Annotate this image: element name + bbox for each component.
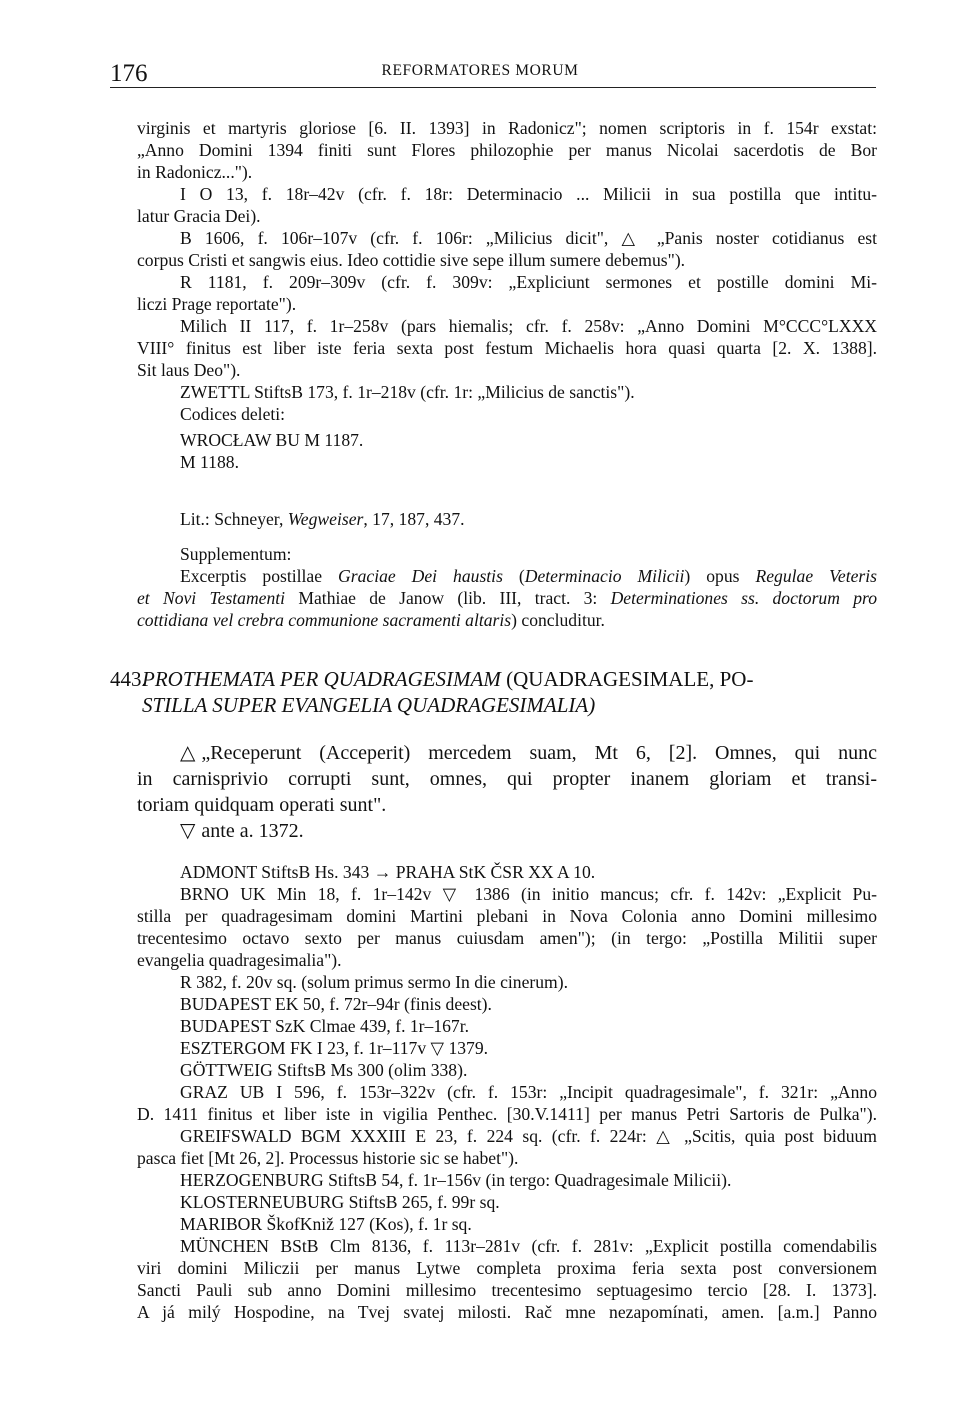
ms-line: viri domini Miliczii per manus Lytwe completa proxima feria sexta post conversionem xyxy=(137,1258,877,1278)
entry-title-alt: (QUADRAGESIMALE, PO- xyxy=(500,667,754,691)
ms-line: evangelia quadragesimalia"). xyxy=(137,950,342,970)
continuation-block xyxy=(137,117,877,381)
page-number: 176 xyxy=(110,60,148,87)
text-line: liczi Prage reportate"). xyxy=(137,294,297,314)
ms-line: A já milý Hospodine, na Tvej svatej milosti. Rač mne nezapomínati, amen. [a.m.] Panno xyxy=(137,1302,877,1322)
text-line: B 1606, f. 106r–107v (cfr. f. 106r: „Milicius dicit", △ „Panis noster cotidianus est xyxy=(180,228,877,248)
lit-rest: , 17, 187, 437. xyxy=(363,509,465,529)
text-line: et Novi Testamenti Mathiae de Janow (lib. III, tract. 3: Determinationes ss. doctorum pro xyxy=(137,588,877,608)
incipit-triangle-icon: △ xyxy=(180,742,196,764)
text-line: I O 13, f. 18r–42v (cfr. f. 18r: Determinacio ... Milicii in sua postilla que intitu- xyxy=(180,184,877,204)
text-line: „Anno Domini 1394 finiti sunt Flores philozophie per manus Nicolai sacerdotis de Bor xyxy=(137,140,877,160)
codex-m1188: M 1188. xyxy=(180,452,239,472)
text-line: Milich II 117, f. 1r–258v (pars hiemalis; cfr. f. 258v: „Anno Domini M°CCC°LXXX xyxy=(180,316,877,336)
entry-title-alt-2: STILLA SUPER EVANGELIA QUADRAGESIMALIA) xyxy=(142,693,596,717)
lit-prefix: Lit.: Schneyer, xyxy=(180,509,288,529)
text-line: latur Gracia Dei). xyxy=(137,206,261,226)
text-line: cottidiana vel crebra communione sacramenti altaris) concluditur. xyxy=(137,610,605,630)
codex-zwettl: ZWETTL StiftsB 173, f. 1r–218v (cfr. 1r: „Milicius de sanctis"). xyxy=(180,382,635,402)
ms-line: ESZTERGOM FK I 23, f. 1r–117v ▽ 1379. xyxy=(180,1038,489,1058)
supplement-label: Supplementum: xyxy=(180,544,292,564)
text-line: R 1181, f. 209r–309v (cfr. f. 309v: „Expliciunt sermones et postille domini Mi- xyxy=(180,272,877,292)
entry-date: ante a. 1372. xyxy=(201,820,304,842)
ms-line: D. 1411 finitus et liber iste in vigilia Penthec. [30.V.1411] per manus Petri Sartoris de Pulka"). xyxy=(137,1104,877,1124)
entry-title: PROTHEMATA PER QUADRAGESIMAM xyxy=(142,667,501,691)
ms-line: R 382, f. 20v sq. (solum primus sermo In die cinerum). xyxy=(180,972,568,992)
ms-line: Sancti Pauli sub anno Domini millesimo trecentesimo septuagesimo tercio [28. I. 1373]. xyxy=(137,1280,877,1300)
ms-line: MÜNCHEN BStB Clm 8136, f. 113r–281v (cfr. f. 281v: „Explicit postilla comendabilis xyxy=(180,1236,877,1256)
codices-block xyxy=(137,381,877,473)
incipit-line: toriam quidquam operati sunt". xyxy=(137,794,387,816)
ms-line: GRAZ UB I 596, f. 153r–322v (cfr. f. 153r: „Incipit quadragesimale", f. 321r: „Anno xyxy=(180,1082,877,1102)
codex-wroclaw: WROCŁAW BU M 1187. xyxy=(180,430,364,450)
ms-line: MARIBOR ŠkofKniž 127 (Kos), f. 1r sq. xyxy=(180,1214,472,1234)
running-title: REFORMATORES MORUM xyxy=(381,62,579,79)
entry-heading xyxy=(110,666,876,718)
literature-line xyxy=(137,508,877,530)
ms-line: ADMONT StiftsB Hs. 343 → PRAHA StK ČSR XX A 10. xyxy=(180,862,596,882)
ms-line: stilla per quadragesimam domini Martini plebani in Nova Colonia anno Domini millesimo xyxy=(137,906,877,926)
ms-line: KLOSTERNEUBURG StiftsB 265, f. 99r sq. xyxy=(180,1192,500,1212)
text-line: Sit laus Deo"). xyxy=(137,360,241,380)
incipit-line: „Receperunt (Acceperit) mercedem suam, Mt 6, [2]. Omnes, qui nunc xyxy=(201,742,877,764)
supplement-block xyxy=(137,543,877,631)
lit-title: Wegweiser xyxy=(287,509,364,529)
ms-line: BUDAPEST SzK Clmae 439, f. 1r–167r. xyxy=(180,1016,469,1036)
date-triangle-icon: ▽ xyxy=(180,820,196,842)
ms-line: pasca fiet [Mt 26, 2]. Processus historie sic se habet"). xyxy=(137,1148,519,1168)
ms-line: BUDAPEST EK 50, f. 72r–94r (finis deest). xyxy=(180,994,492,1014)
ms-line: GREIFSWALD BGM XXXIII E 23, f. 224 sq. (cfr. f. 224r: △ „Scitis, quia post biduum xyxy=(180,1126,877,1146)
entry-number: 443. xyxy=(110,667,147,691)
incipit-line: in carnisprivio corrupti sunt, omnes, qui propter inanem gloriam et transi- xyxy=(137,768,877,790)
codices-deleti-label: Codices deleti: xyxy=(180,404,286,424)
header-rule xyxy=(110,87,876,88)
incipit-block xyxy=(137,740,877,844)
text-line: corpus Cristi et sangwis eius. Ideo cottidie sive sepe illum sumere debemus"). xyxy=(137,250,686,270)
ms-line: BRNO UK Min 18, f. 1r–142v ▽ 1386 (in initio mancus; cfr. f. 142v: „Explicit Pu- xyxy=(180,884,877,904)
text-line: virginis et martyris gloriose [6. II. 1393] in Radonicz"; nomen scriptoris in f. 154r exstat: xyxy=(137,118,877,138)
manuscripts-block xyxy=(137,861,877,1323)
ms-line: GÖTTWEIG StiftsB Ms 300 (olim 338). xyxy=(180,1060,468,1080)
ms-line: HERZOGENBURG StiftsB 54, f. 1r–156v (in tergo: Quadragesimale Milicii). xyxy=(180,1170,732,1190)
text-line: VIII° finitus est liber iste feria sexta post festum Michaelis hora quasi quarta [2. X. 1388]. xyxy=(137,338,877,358)
ms-line: trecentesimo octavo sexto per manus cuiusdam amen"); (in tergo: „Postilla Militii super xyxy=(137,928,877,948)
text-line: Excerptis postillae Graciae Dei haustis (Determinacio Milicii) opus Regulae Veteris xyxy=(180,566,877,586)
text-line: in Radonicz..."). xyxy=(137,162,253,182)
